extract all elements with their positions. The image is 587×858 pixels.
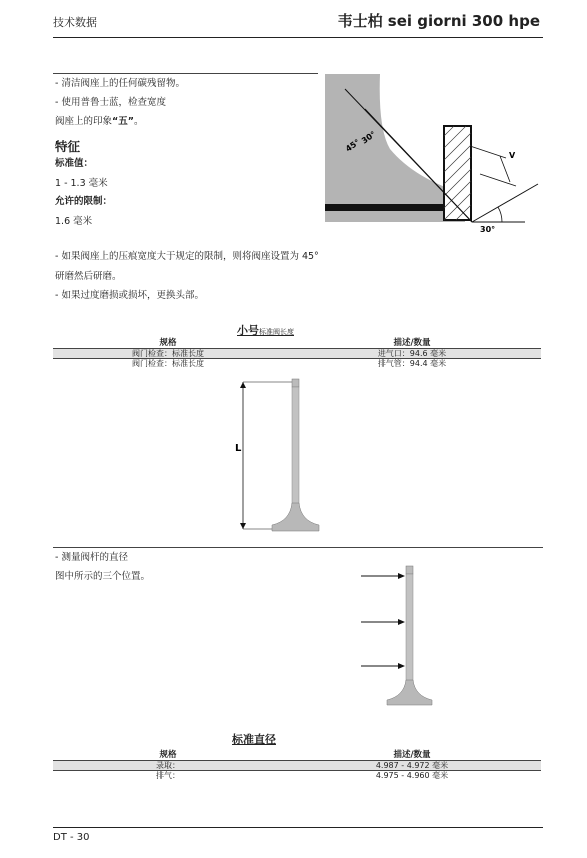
regrind-instruction: - 如果阀座上的压痕宽度大于规定的限制，则将阀座设置为 45° (55, 251, 319, 262)
valve-head (387, 680, 432, 705)
valve-stem (292, 387, 299, 505)
page-number: DT - 30 (53, 832, 90, 843)
length-label: L (235, 443, 242, 454)
arrowhead-middle (398, 619, 405, 625)
width-dimension-line-2 (480, 174, 516, 186)
limit-label: 允许的限制： (55, 196, 113, 207)
limit-value: 1.6 毫米 (55, 216, 93, 227)
valve-stem (406, 574, 413, 682)
arrowhead-bottom (398, 663, 405, 669)
stem-diameter-diagram (355, 562, 445, 707)
angle-label-30-bottom: 30° (480, 225, 496, 234)
table-row: 排气： 4.975 - 4.960 毫米 (156, 771, 449, 780)
measure-positions-text: 图中所示的三个位置。 (55, 571, 151, 582)
standard-value-label: 标准值： (55, 158, 94, 169)
table-row: 录取： 4.987 - 4.972 毫米 (53, 761, 541, 771)
header-section-title: 技术数据 (53, 16, 97, 29)
footer-rule (53, 827, 543, 828)
angle-label-30: 30° (359, 129, 378, 146)
feature-heading: 特征 (55, 139, 81, 154)
header-rule (53, 37, 543, 38)
measure-stem-instruction: - 测量阀杆的直径 (55, 552, 128, 563)
measurement-arrows (361, 573, 405, 669)
col-header-description: 描述/数量 (393, 750, 431, 760)
valve-tip (292, 379, 299, 387)
valve-tip (406, 566, 413, 574)
valve-seat-diagram (320, 74, 545, 244)
table-row: 阀门检查：标准长度 排气管：94.4 毫米 (132, 359, 447, 368)
diameter-table (53, 748, 541, 780)
check-width-instruction: - 使用普鲁士蓝，检查宽度 (55, 97, 166, 108)
seat-impression-text: 阀座上的印象“五”。 (55, 116, 144, 127)
valve-length-table (53, 336, 541, 368)
diameter-table-title: 标准直径 (232, 733, 276, 746)
regrind-instruction-cont: 研磨然后研磨。 (55, 271, 122, 282)
reference-line-30 (472, 184, 538, 222)
valve-length-table-title: 小号标准阀长度 (237, 324, 294, 337)
header-doc-title: 韦士柏 sei giorni 300 hpe (337, 12, 540, 30)
col-header-spec: 规格 (159, 338, 177, 348)
cleaning-instruction: - 清洁阀座上的任何碳残留物。 (55, 78, 185, 89)
table-row: 阀门检查：标准长度 进气口：94.6 毫米 (53, 349, 541, 359)
col-header-spec: 规格 (159, 750, 177, 760)
col-header-description: 描述/数量 (393, 338, 431, 348)
angle-arc-30 (498, 207, 502, 222)
angle-label-45: 45° (343, 137, 362, 154)
valve-head (272, 503, 319, 531)
standard-value: 1 - 1.3 毫米 (55, 178, 108, 189)
valve-length-diagram (230, 375, 330, 535)
width-dimension-line (470, 146, 506, 158)
arrowhead-top (398, 573, 405, 579)
width-label: V (509, 151, 516, 160)
replace-head-instruction: - 如果过度磨损或损坏，更换头部。 (55, 290, 204, 301)
